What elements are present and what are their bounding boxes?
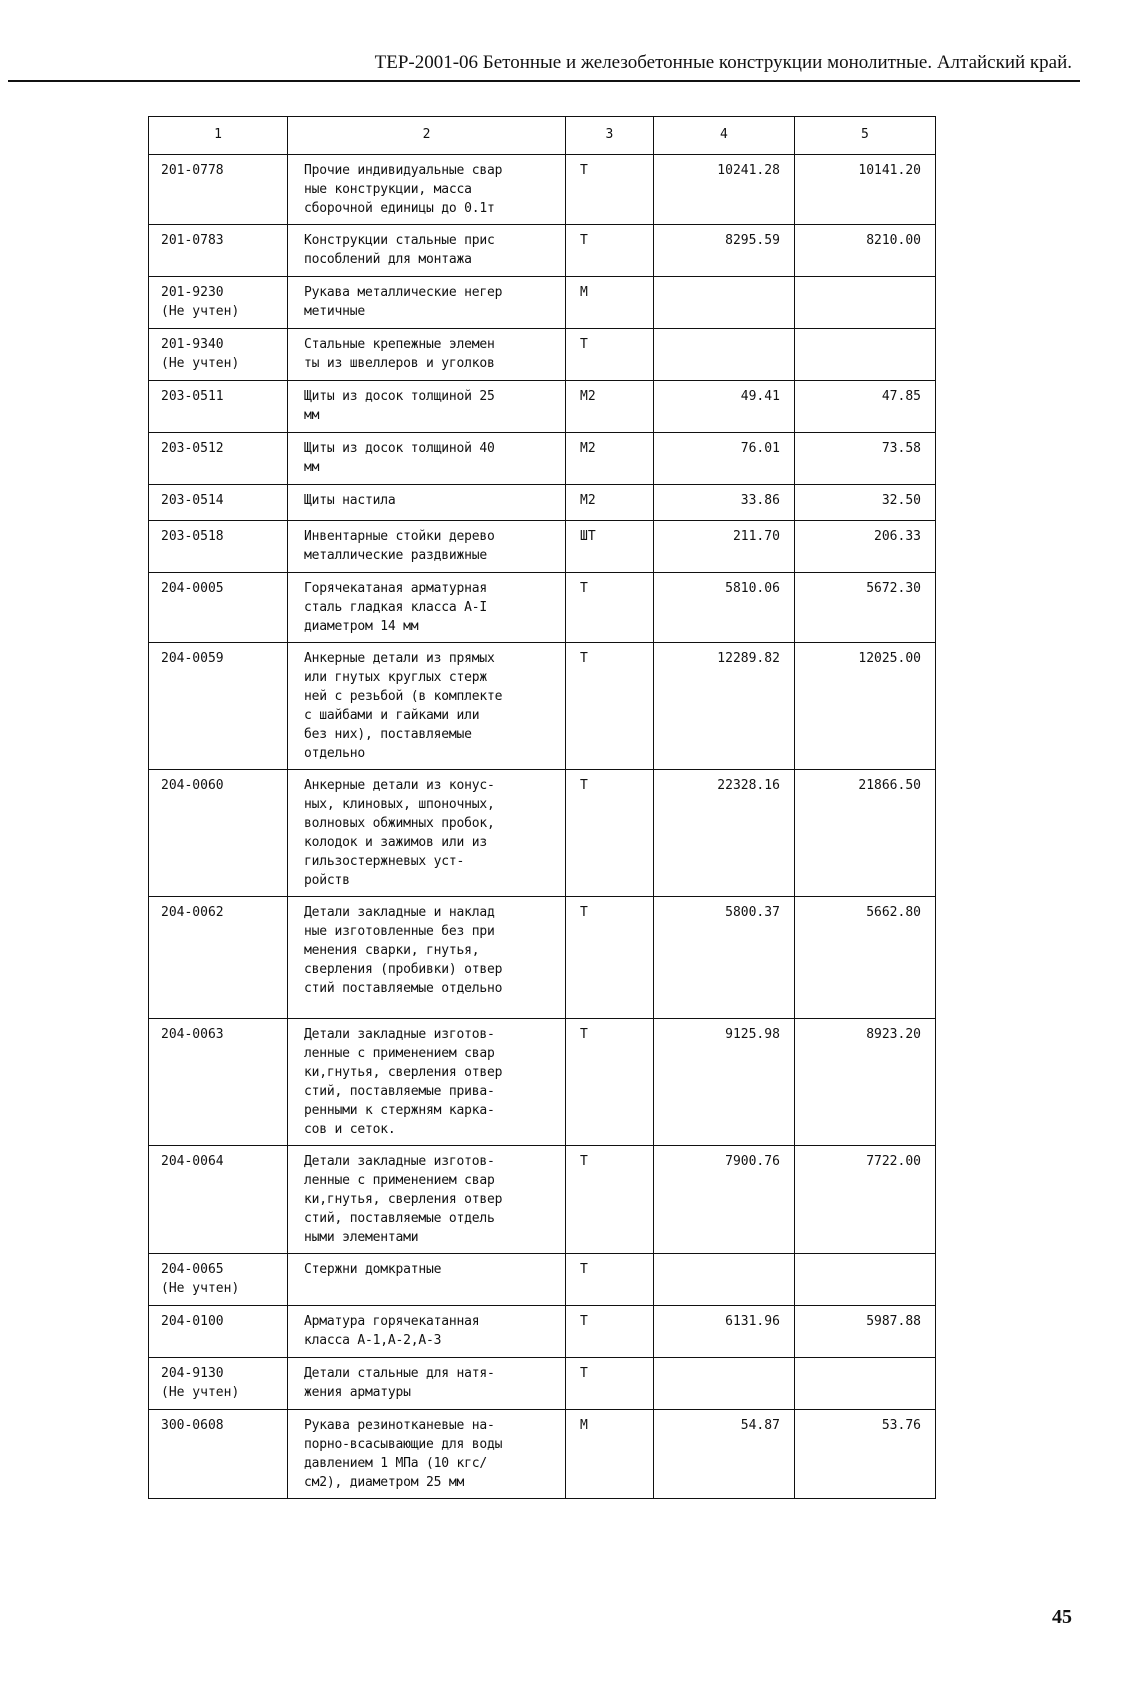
material-code-cell: 203-0512 xyxy=(149,433,288,485)
material-name-cell: Щиты из досок толщиной 25 мм xyxy=(288,381,566,433)
material-name-cell: Детали закладные изготов- ленные с применением свар ки,гнутья, сверления отвер стий, поставляемые прива- ренными к стержням карка- сов и сеток. xyxy=(288,1019,566,1146)
material-code-cell: 204-0059 xyxy=(149,643,288,770)
material-code-cell: 203-0514 xyxy=(149,485,288,521)
material-code-cell: 204-0100 xyxy=(149,1306,288,1358)
table-row xyxy=(149,521,936,573)
price-column-5-cell: 10141.20 xyxy=(794,155,935,225)
material-name-cell: Прочие индивидуальные свар ные конструкции, масса сборочной единицы до 0.1т xyxy=(288,155,566,225)
unit-cell: М xyxy=(566,1410,654,1499)
table-row xyxy=(149,1254,936,1306)
material-name-cell: Детали закладные и наклад ные изготовленные без при менения сварки, гнутья, сверления (пробивки) отвер стий поставляемые отдельно xyxy=(288,897,566,1019)
unit-cell: Т xyxy=(566,770,654,897)
price-column-4-cell: 10241.28 xyxy=(653,155,794,225)
price-column-4-cell: 211.70 xyxy=(653,521,794,573)
unit-cell: Т xyxy=(566,573,654,643)
material-name-cell: Конструкции стальные прис пособлений для монтажа xyxy=(288,225,566,277)
price-column-5-cell: 8923.20 xyxy=(794,1019,935,1146)
material-code-cell: 201-9230 (Не учтен) xyxy=(149,277,288,329)
price-column-4-cell xyxy=(653,329,794,381)
table-row xyxy=(149,1019,936,1146)
price-column-4-cell xyxy=(653,1254,794,1306)
unit-cell: Т xyxy=(566,1306,654,1358)
material-name-cell: Детали закладные изготов- ленные с применением свар ки,гнутья, сверления отвер стий, поставляемые отдель ными элементами xyxy=(288,1146,566,1254)
material-name-cell: Арматура горячекатанная класса А-1,А-2,А-3 xyxy=(288,1306,566,1358)
table-row xyxy=(149,1358,936,1410)
material-code-cell: 300-0608 xyxy=(149,1410,288,1499)
price-column-5-cell: 12025.00 xyxy=(794,643,935,770)
unit-cell: Т xyxy=(566,1358,654,1410)
price-column-4-cell: 6131.96 xyxy=(653,1306,794,1358)
material-name-cell: Детали стальные для натя- жения арматуры xyxy=(288,1358,566,1410)
price-column-5-cell xyxy=(794,1254,935,1306)
price-column-4-cell: 8295.59 xyxy=(653,225,794,277)
material-code-cell: 201-0783 xyxy=(149,225,288,277)
table-row xyxy=(149,155,936,225)
column-number-3: 3 xyxy=(566,117,654,155)
price-column-5-cell: 73.58 xyxy=(794,433,935,485)
material-code-cell: 203-0511 xyxy=(149,381,288,433)
column-number-1: 1 xyxy=(149,117,288,155)
price-column-4-cell: 7900.76 xyxy=(653,1146,794,1254)
unit-cell: Т xyxy=(566,329,654,381)
table-row xyxy=(149,277,936,329)
unit-cell: Т xyxy=(566,643,654,770)
material-code-cell: 204-0064 xyxy=(149,1146,288,1254)
materials-price-table xyxy=(148,116,936,1499)
table-row xyxy=(149,1146,936,1254)
table-row xyxy=(149,1306,936,1358)
price-column-4-cell: 33.86 xyxy=(653,485,794,521)
price-column-5-cell: 21866.50 xyxy=(794,770,935,897)
price-column-4-cell: 5810.06 xyxy=(653,573,794,643)
price-column-5-cell: 32.50 xyxy=(794,485,935,521)
price-column-5-cell xyxy=(794,329,935,381)
table-row xyxy=(149,643,936,770)
unit-cell: Т xyxy=(566,225,654,277)
column-number-5: 5 xyxy=(794,117,935,155)
material-name-cell: Щиты настила xyxy=(288,485,566,521)
table-row xyxy=(149,381,936,433)
material-code-cell: 204-0065 (Не учтен) xyxy=(149,1254,288,1306)
price-column-5-cell: 53.76 xyxy=(794,1410,935,1499)
unit-cell: М xyxy=(566,277,654,329)
column-number-row xyxy=(149,117,936,155)
material-name-cell: Инвентарные стойки дерево металлические раздвижные xyxy=(288,521,566,573)
price-column-4-cell: 76.01 xyxy=(653,433,794,485)
table-row xyxy=(149,573,936,643)
unit-cell: М2 xyxy=(566,485,654,521)
material-code-cell: 204-0062 xyxy=(149,897,288,1019)
material-code-cell: 203-0518 xyxy=(149,521,288,573)
price-column-4-cell: 54.87 xyxy=(653,1410,794,1499)
table-row xyxy=(149,770,936,897)
material-name-cell: Анкерные детали из прямых или гнутых круглых стерж ней с резьбой (в комплекте с шайбами и гайками или без них), поставляемые отдельно xyxy=(288,643,566,770)
price-column-5-cell: 7722.00 xyxy=(794,1146,935,1254)
unit-cell: М2 xyxy=(566,433,654,485)
material-code-cell: 201-0778 xyxy=(149,155,288,225)
price-column-5-cell: 5987.88 xyxy=(794,1306,935,1358)
price-column-5-cell xyxy=(794,277,935,329)
header-rule xyxy=(8,80,1080,82)
material-name-cell: Анкерные детали из конус- ных, клиновых, шпоночных, волновых обжимных пробок, колодок и зажимов или из гильзостержневых уст- ройств xyxy=(288,770,566,897)
unit-cell: Т xyxy=(566,155,654,225)
material-code-cell: 204-0063 xyxy=(149,1019,288,1146)
material-code-cell: 201-9340 (Не учтен) xyxy=(149,329,288,381)
material-name-cell: Горячекатаная арматурная сталь гладкая класса А-I диаметром 14 мм xyxy=(288,573,566,643)
price-column-5-cell xyxy=(794,1358,935,1410)
column-number-4: 4 xyxy=(653,117,794,155)
price-column-4-cell xyxy=(653,1358,794,1410)
price-column-4-cell: 9125.98 xyxy=(653,1019,794,1146)
material-name-cell: Стержни домкратные xyxy=(288,1254,566,1306)
material-name-cell: Рукава металлические негер метичные xyxy=(288,277,566,329)
unit-cell: Т xyxy=(566,897,654,1019)
price-column-4-cell: 12289.82 xyxy=(653,643,794,770)
material-name-cell: Стальные крепежные элемен ты из швеллеров и уголков xyxy=(288,329,566,381)
price-column-4-cell: 49.41 xyxy=(653,381,794,433)
table-row xyxy=(149,1410,936,1499)
unit-cell: ШТ xyxy=(566,521,654,573)
unit-cell: Т xyxy=(566,1146,654,1254)
unit-cell: Т xyxy=(566,1019,654,1146)
table-row xyxy=(149,225,936,277)
page-number: 45 xyxy=(1052,1606,1072,1628)
price-column-4-cell: 5800.37 xyxy=(653,897,794,1019)
material-code-cell: 204-0005 xyxy=(149,573,288,643)
material-name-cell: Рукава резинотканевые на- порно-всасывающие для воды давлением 1 МПа (10 кгс/ см2), диаметром 25 мм xyxy=(288,1410,566,1499)
table-row xyxy=(149,329,936,381)
column-number-2: 2 xyxy=(288,117,566,155)
price-column-4-cell xyxy=(653,277,794,329)
price-column-5-cell: 5672.30 xyxy=(794,573,935,643)
material-name-cell: Щиты из досок толщиной 40 мм xyxy=(288,433,566,485)
table-row xyxy=(149,485,936,521)
price-column-5-cell: 47.85 xyxy=(794,381,935,433)
document-header-title: ТЕР-2001-06 Бетонные и железобетонные конструкции монолитные. Алтайский край. xyxy=(374,52,1072,73)
table-row xyxy=(149,897,936,1019)
table-row xyxy=(149,433,936,485)
unit-cell: Т xyxy=(566,1254,654,1306)
price-column-4-cell: 22328.16 xyxy=(653,770,794,897)
price-column-5-cell: 5662.80 xyxy=(794,897,935,1019)
material-code-cell: 204-0060 xyxy=(149,770,288,897)
material-code-cell: 204-9130 (Не учтен) xyxy=(149,1358,288,1410)
price-column-5-cell: 206.33 xyxy=(794,521,935,573)
unit-cell: М2 xyxy=(566,381,654,433)
price-column-5-cell: 8210.00 xyxy=(794,225,935,277)
